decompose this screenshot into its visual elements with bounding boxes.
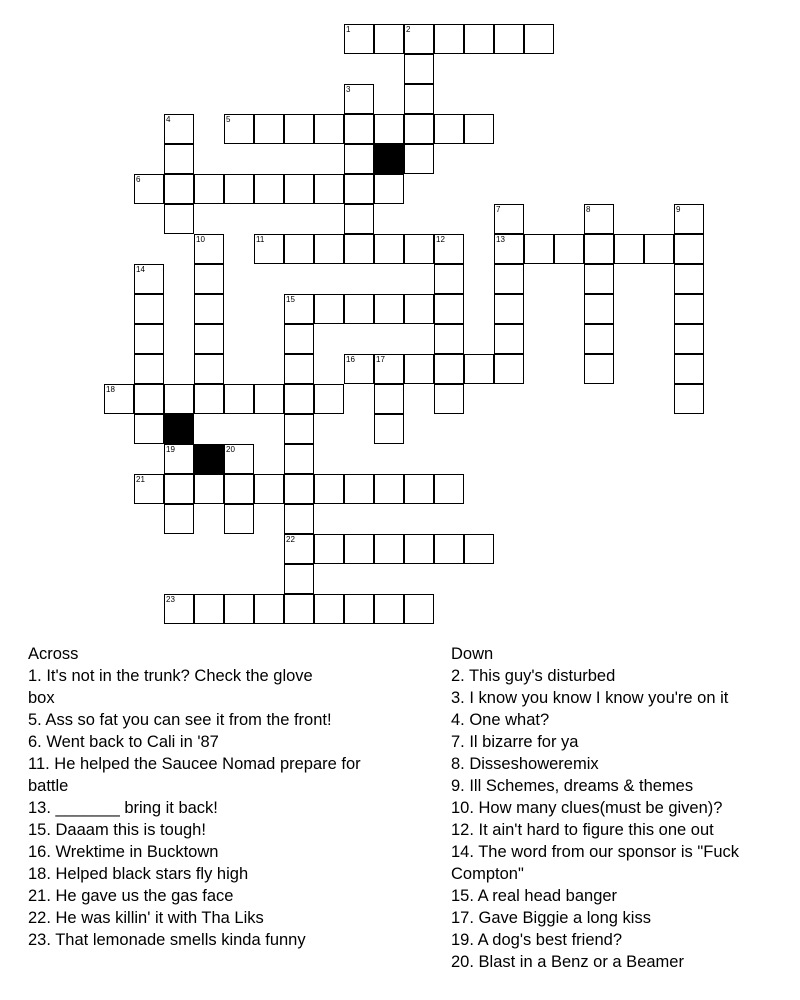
answer-cell[interactable] <box>674 234 704 264</box>
across-clue: 11. He helped the Saucee Nomad prepare for <box>28 755 361 773</box>
answer-cell[interactable] <box>434 24 464 54</box>
down-clue: 2. This guy's disturbed <box>451 667 616 685</box>
black-square <box>374 144 404 174</box>
answer-cell[interactable] <box>434 474 464 504</box>
clue-number: 4 <box>166 115 171 124</box>
answer-cell[interactable] <box>284 174 314 204</box>
answer-cell[interactable] <box>164 444 194 474</box>
answer-cell[interactable] <box>674 384 704 414</box>
down-clue: Compton" <box>451 865 524 883</box>
down-clue: 12. It ain't hard to figure this one out <box>451 821 714 839</box>
answer-cell[interactable] <box>374 534 404 564</box>
answer-cell[interactable] <box>404 234 434 264</box>
answer-cell[interactable] <box>584 294 614 324</box>
clue-number: 1 <box>346 25 351 34</box>
across-clue: 16. Wrektime in Bucktown <box>28 843 219 861</box>
answer-cell[interactable] <box>284 324 314 354</box>
answer-cell[interactable] <box>314 114 344 144</box>
across-clue: 13. _______ bring it back! <box>28 799 218 817</box>
across-clue: 15. Daaam this is tough! <box>28 821 206 839</box>
answer-cell[interactable] <box>284 294 314 324</box>
clue-number: 20 <box>226 445 235 454</box>
answer-cell[interactable] <box>374 24 404 54</box>
answer-cell[interactable] <box>134 324 164 354</box>
answer-cell[interactable] <box>344 354 374 384</box>
answer-cell[interactable] <box>584 204 614 234</box>
answer-cell[interactable] <box>134 264 164 294</box>
across-clue: battle <box>28 777 69 795</box>
down-clue: 10. How many clues(must be given)? <box>451 799 723 817</box>
answer-cell[interactable] <box>344 474 374 504</box>
answer-cell[interactable] <box>374 294 404 324</box>
answer-cell[interactable] <box>404 24 434 54</box>
answer-cell[interactable] <box>464 24 494 54</box>
answer-cell[interactable] <box>434 234 464 264</box>
clue-number: 14 <box>136 265 145 274</box>
answer-cell[interactable] <box>314 294 344 324</box>
answer-cell[interactable] <box>284 534 314 564</box>
answer-cell[interactable] <box>434 264 464 294</box>
answer-cell[interactable] <box>344 594 374 624</box>
down-clues <box>451 643 796 973</box>
answer-cell[interactable] <box>134 294 164 324</box>
answer-cell[interactable] <box>374 354 404 384</box>
answer-cell[interactable] <box>374 474 404 504</box>
across-clue: 1. It's not in the trunk? Check the glove <box>28 667 313 685</box>
answer-cell[interactable] <box>494 324 524 354</box>
answer-cell[interactable] <box>194 294 224 324</box>
answer-cell[interactable] <box>134 174 164 204</box>
answer-cell[interactable] <box>284 414 314 444</box>
answer-cell[interactable] <box>164 504 194 534</box>
answer-cell[interactable] <box>194 324 224 354</box>
answer-cell[interactable] <box>494 24 524 54</box>
answer-cell[interactable] <box>374 414 404 444</box>
answer-cell[interactable] <box>404 114 434 144</box>
answer-cell[interactable] <box>254 474 284 504</box>
across-clue: 22. He was killin' it with Tha Liks <box>28 909 264 927</box>
answer-cell[interactable] <box>434 354 464 384</box>
answer-cell[interactable] <box>554 234 584 264</box>
answer-cell[interactable] <box>464 354 494 384</box>
answer-cell[interactable] <box>434 294 464 324</box>
answer-cell[interactable] <box>314 174 344 204</box>
answer-cell[interactable] <box>164 144 194 174</box>
answer-cell[interactable] <box>194 384 224 414</box>
answer-cell[interactable] <box>224 174 254 204</box>
answer-cell[interactable] <box>584 354 614 384</box>
answer-cell[interactable] <box>284 444 314 474</box>
across-clue: 5. Ass so fat you can see it from the front! <box>28 711 332 729</box>
down-clue: 9. Ill Schemes, dreams & themes <box>451 777 694 795</box>
down-clue: 19. A dog's best friend? <box>451 931 623 949</box>
answer-cell[interactable] <box>674 324 704 354</box>
answer-cell[interactable] <box>314 594 344 624</box>
answer-cell[interactable] <box>494 234 524 264</box>
answer-cell[interactable] <box>344 24 374 54</box>
answer-cell[interactable] <box>164 384 194 414</box>
clue-number: 3 <box>346 85 351 94</box>
answer-cell[interactable] <box>584 264 614 294</box>
answer-cell[interactable] <box>194 234 224 264</box>
answer-cell[interactable] <box>314 384 344 414</box>
clue-number: 8 <box>586 205 591 214</box>
answer-cell[interactable] <box>284 594 314 624</box>
across-clue: 23. That lemonade smells kinda funny <box>28 931 306 949</box>
answer-cell[interactable] <box>674 264 704 294</box>
answer-cell[interactable] <box>134 354 164 384</box>
answer-cell[interactable] <box>644 234 674 264</box>
answer-cell[interactable] <box>524 24 554 54</box>
answer-cell[interactable] <box>434 114 464 144</box>
answer-cell[interactable] <box>344 534 374 564</box>
clue-number: 15 <box>286 295 295 304</box>
clue-number: 7 <box>496 205 501 214</box>
answer-cell[interactable] <box>404 534 434 564</box>
clue-number: 6 <box>136 175 141 184</box>
across-clue: 6. Went back to Cali in '87 <box>28 733 219 751</box>
answer-cell[interactable] <box>284 474 314 504</box>
answer-cell[interactable] <box>404 354 434 384</box>
answer-cell[interactable] <box>134 384 164 414</box>
down-clue: 4. One what? <box>451 711 550 729</box>
answer-cell[interactable] <box>494 294 524 324</box>
answer-cell[interactable] <box>224 384 254 414</box>
answer-cell[interactable] <box>404 54 434 84</box>
answer-cell[interactable] <box>434 324 464 354</box>
answer-cell[interactable] <box>494 204 524 234</box>
down-clue: 15. A real head banger <box>451 887 618 905</box>
answer-cell[interactable] <box>164 474 194 504</box>
answer-cell[interactable] <box>194 354 224 384</box>
answer-cell[interactable] <box>374 174 404 204</box>
answer-cell[interactable] <box>284 114 314 144</box>
answer-cell[interactable] <box>674 354 704 384</box>
answer-cell[interactable] <box>224 594 254 624</box>
answer-cell[interactable] <box>194 174 224 204</box>
answer-cell[interactable] <box>194 474 224 504</box>
clue-number: 13 <box>496 235 505 244</box>
answer-cell[interactable] <box>224 114 254 144</box>
answer-cell[interactable] <box>164 174 194 204</box>
black-square <box>194 444 224 474</box>
answer-cell[interactable] <box>164 114 194 144</box>
clue-number: 12 <box>436 235 445 244</box>
answer-cell[interactable] <box>434 384 464 414</box>
answer-cell[interactable] <box>224 444 254 474</box>
clue-number: 11 <box>256 235 265 244</box>
answer-cell[interactable] <box>344 174 374 204</box>
answer-cell[interactable] <box>614 234 644 264</box>
answer-cell[interactable] <box>254 594 284 624</box>
answer-cell[interactable] <box>254 384 284 414</box>
across-heading: Across <box>28 645 79 663</box>
answer-cell[interactable] <box>254 114 284 144</box>
down-clue: 17. Gave Biggie a long kiss <box>451 909 651 927</box>
answer-cell[interactable] <box>314 534 344 564</box>
answer-cell[interactable] <box>344 114 374 144</box>
answer-cell[interactable] <box>104 384 134 414</box>
black-square <box>164 414 194 444</box>
clue-number: 18 <box>106 385 115 394</box>
down-clue: 8. Disseshoweremix <box>451 755 599 773</box>
down-clue: 20. Blast in a Benz or a Beamer <box>451 953 684 971</box>
down-clue: 3. I know you know I know you're on it <box>451 689 729 707</box>
answer-cell[interactable] <box>194 264 224 294</box>
answer-cell[interactable] <box>284 564 314 594</box>
clue-number: 19 <box>166 445 175 454</box>
answer-cell[interactable] <box>494 354 524 384</box>
across-clue: 18. Helped black stars fly high <box>28 865 249 883</box>
down-clue: 14. The word from our sponsor is "Fuck <box>451 843 740 861</box>
across-clue: 21. He gave us the gas face <box>28 887 234 905</box>
answer-cell[interactable] <box>674 204 704 234</box>
answer-cell[interactable] <box>374 234 404 264</box>
answer-cell[interactable] <box>164 204 194 234</box>
clue-number: 2 <box>406 25 411 34</box>
clue-number: 21 <box>136 475 145 484</box>
answer-cell[interactable] <box>344 144 374 174</box>
answer-cell[interactable] <box>584 324 614 354</box>
answer-cell[interactable] <box>314 474 344 504</box>
answer-cell[interactable] <box>374 594 404 624</box>
answer-cell[interactable] <box>674 294 704 324</box>
answer-cell[interactable] <box>224 474 254 504</box>
answer-cell[interactable] <box>194 594 224 624</box>
clue-number: 23 <box>166 595 175 604</box>
answer-cell[interactable] <box>344 234 374 264</box>
answer-cell[interactable] <box>284 234 314 264</box>
answer-cell[interactable] <box>404 84 434 114</box>
across-clue: box <box>28 689 55 707</box>
answer-cell[interactable] <box>134 474 164 504</box>
answer-cell[interactable] <box>344 84 374 114</box>
answer-cell[interactable] <box>464 114 494 144</box>
answer-cell[interactable] <box>254 234 284 264</box>
clue-number: 22 <box>286 535 295 544</box>
answer-cell[interactable] <box>344 204 374 234</box>
clue-number: 9 <box>676 205 681 214</box>
answer-cell[interactable] <box>284 504 314 534</box>
clue-number: 5 <box>226 115 231 124</box>
answer-cell[interactable] <box>404 144 434 174</box>
down-heading: Down <box>451 645 494 663</box>
answer-cell[interactable] <box>284 384 314 414</box>
answer-cell[interactable] <box>404 294 434 324</box>
answer-cell[interactable] <box>524 234 554 264</box>
answer-cell[interactable] <box>284 354 314 384</box>
across-clues <box>28 643 428 951</box>
answer-cell[interactable] <box>404 594 434 624</box>
answer-cell[interactable] <box>344 294 374 324</box>
down-clue: 7. Il bizarre for ya <box>451 733 579 751</box>
answer-cell[interactable] <box>434 534 464 564</box>
clue-number: 17 <box>376 355 385 364</box>
answer-cell[interactable] <box>254 174 284 204</box>
answer-cell[interactable] <box>134 414 164 444</box>
answer-cell[interactable] <box>314 234 344 264</box>
clue-number: 10 <box>196 235 205 244</box>
answer-cell[interactable] <box>164 594 194 624</box>
clue-number: 16 <box>346 355 355 364</box>
answer-cell[interactable] <box>224 504 254 534</box>
answer-cell[interactable] <box>374 114 404 144</box>
answer-cell[interactable] <box>374 384 404 414</box>
answer-cell[interactable] <box>404 474 434 504</box>
answer-cell[interactable] <box>584 234 614 264</box>
answer-cell[interactable] <box>494 264 524 294</box>
answer-cell[interactable] <box>464 534 494 564</box>
